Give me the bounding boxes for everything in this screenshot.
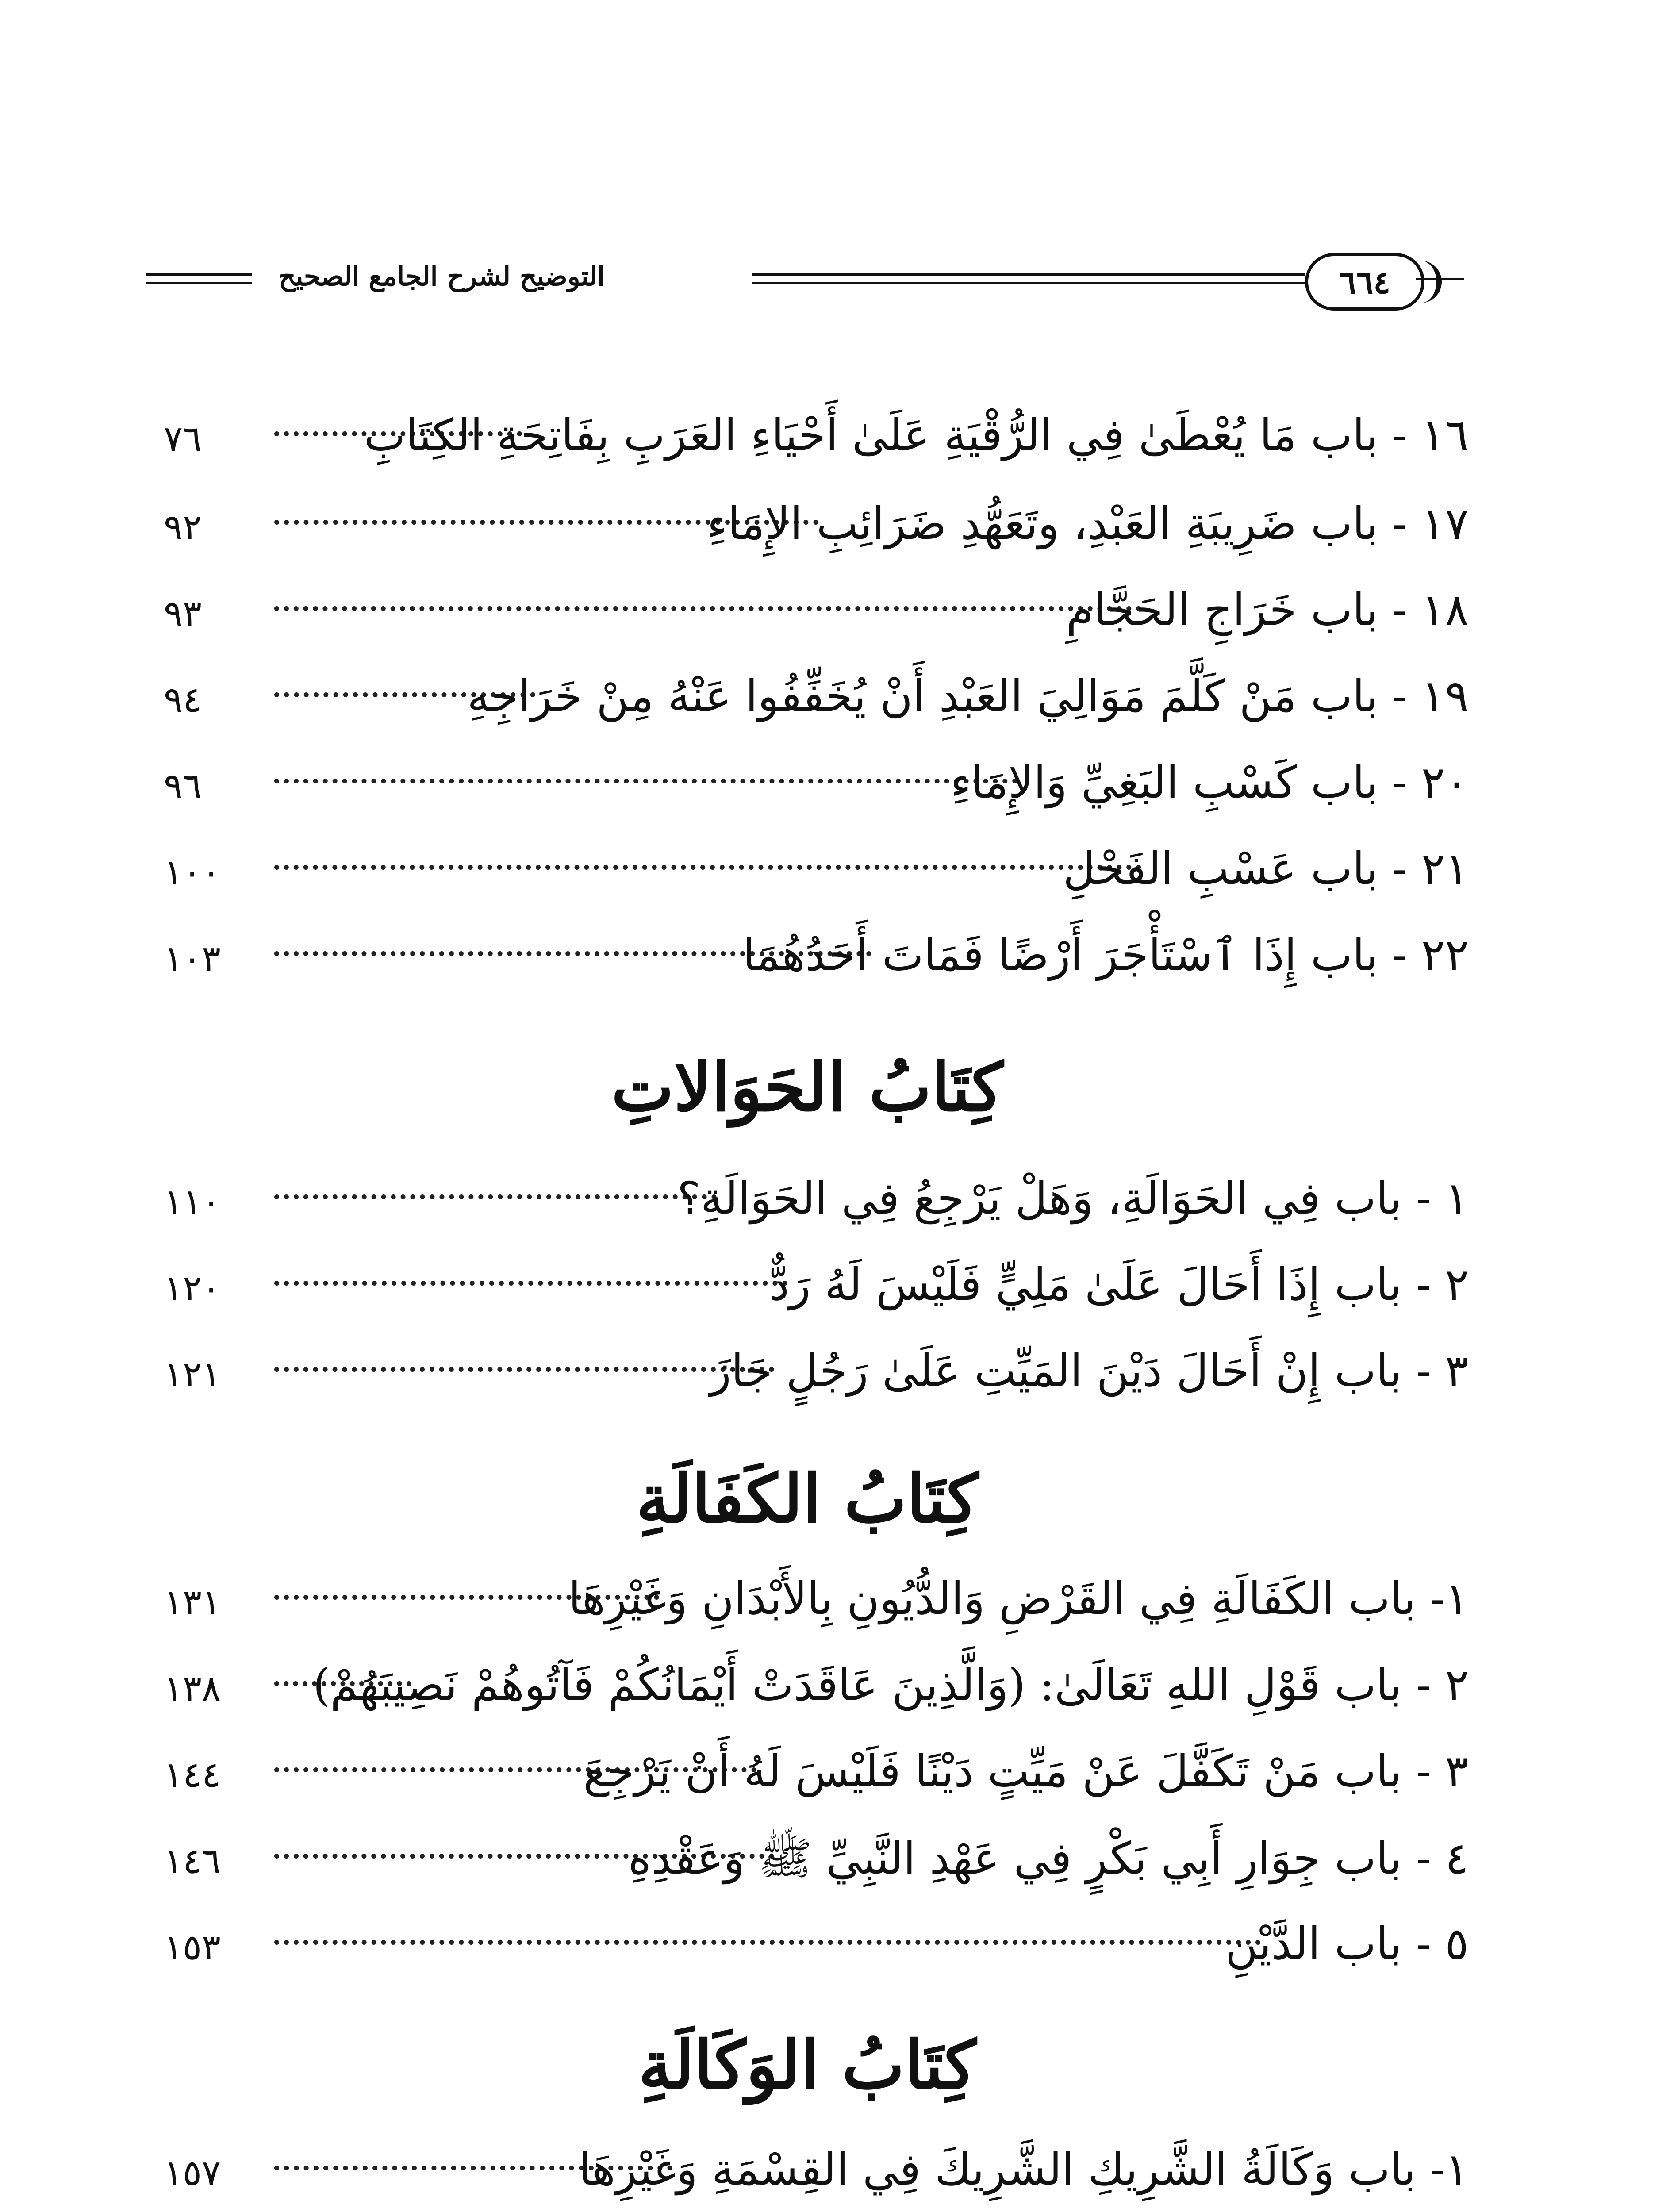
toc-entry-title: ٢١ - باب عَسْبِ الفَحْلِ (1063, 843, 1469, 895)
toc-entry (146, 752, 1469, 823)
toc-page-number: ١٢١ (164, 1354, 221, 1395)
toc-leader-dots (274, 865, 1141, 870)
header-rule-right (1416, 278, 1464, 280)
toc-page-number: ٩٤ (164, 679, 202, 720)
toc-entry (146, 838, 1469, 909)
book-title: التوضيح لشرح الجامع الصحيح (279, 261, 605, 292)
section-heading: كِتَابُ الكَفَالَةِ (636, 1460, 979, 1538)
toc-entry (146, 2139, 1469, 2210)
toc-page-number: ١٣٨ (164, 1668, 221, 1709)
toc-entry (146, 405, 1469, 476)
header-rule-left (146, 273, 252, 284)
toc-page-number: ١٣١ (164, 1582, 221, 1623)
toc-entry (146, 1568, 1469, 1639)
toc-entry (146, 1254, 1469, 1325)
toc-entry-title: ١- باب وَكَالَةُ الشَّرِيكِ الشَّرِيكَ فِي القِسْمَةِ وَغَيْرِهَا (578, 2143, 1469, 2195)
toc-entry (146, 1913, 1469, 1984)
toc-page-number: ١٠٠ (164, 852, 221, 893)
toc-leader-dots (274, 1281, 787, 1286)
toc-entry-title: ٥ - باب الدَّيْنِ (1225, 1918, 1469, 1970)
toc-entry-title: ٣ - باب مَنْ تَكَفَّلَ عَنْ مَيِّتٍ دَيْنًا فَلَيْسَ لَهُ أَنْ يَرْجِعَ (583, 1745, 1469, 1797)
toc-entry-title: ٢٢ - باب إِذَا ٱسْتَأْجَرَ أَرْضًا فَمَاتَ أَحَدُهُمَا (742, 929, 1469, 981)
toc-page-number: ١٥٧ (164, 2152, 221, 2193)
toc-entry (146, 666, 1469, 737)
toc-leader-dots (274, 1194, 717, 1199)
page-number-badge: ٦٦٤ (1305, 253, 1424, 311)
toc-entry-title: ١- باب الكَفَالَةِ فِي القَرْضِ وَالدُّيُونِ بِالأَبْدَانِ وَغَيْرِهَا (568, 1573, 1469, 1624)
toc-entry-title: ١٩ - باب مَنْ كَلَّمَ مَوَالِيَ العَبْدِ أَنْ يُخَفِّفُوا عَنْهُ مِنْ خَرَاجِهِ (467, 670, 1469, 722)
toc-page-number: ٩٦ (164, 765, 202, 806)
toc-entry-title: ٣ - باب إِنْ أَحَالَ دَيْنَ المَيِّتِ عَلَىٰ رَجُلٍ جَازَ (710, 1345, 1469, 1397)
toc-entry (146, 493, 1469, 564)
toc-entry-title: ١٨ - باب خَرَاجِ الحَجَّامِ (1066, 584, 1469, 636)
toc-leader-dots (274, 606, 1141, 611)
toc-entry (146, 1827, 1469, 1898)
toc-entry (146, 1168, 1469, 1239)
toc-entry (146, 1655, 1469, 1725)
section-heading: كِتَابُ الحَوَالاتِ (611, 1048, 1003, 1126)
toc-leader-dots (274, 779, 1017, 783)
toc-entry-title: ١٧ - باب ضَرِيبَةِ العَبْدِ، وتَعَهُّدِ ضَرَائِبِ الإِمَاءِ (706, 498, 1469, 549)
toc-page-number: ٩٢ (164, 507, 202, 548)
toc-entry-title: ٤ - باب جِوَارِ أَبِي بَكْرٍ فِي عَهْدِ النَّبِيِّ ﷺ وَعَقْدِهِ (628, 1832, 1469, 1884)
toc-page-number: ١٥٣ (164, 1927, 221, 1968)
toc-entry-title: ٢ - باب قَوْلِ اللهِ تَعَالَىٰ: (وَالَّذِينَ عَاقَدَتْ أَيْمَانُكُمْ فَآتُوهُمْ نَصِيبَهُمْ) (313, 1659, 1469, 1711)
toc-entry-title: ١٦ - باب مَا يُعْطَىٰ فِي الرُّقْيَةِ عَلَىٰ أَحْيَاءِ العَرَبِ بِفَاتِحَةِ الكِتَابِ (364, 409, 1469, 461)
running-header (146, 248, 1464, 319)
section-heading: كِتَابُ الوَكَالَةِ (638, 2026, 976, 2104)
toc-page-number: ٧٦ (164, 418, 202, 459)
toc-leader-dots (274, 1367, 774, 1372)
toc-leader-dots (274, 1940, 1261, 1945)
toc-entry (146, 925, 1469, 995)
toc-page-number: ١٢٠ (164, 1267, 221, 1309)
header-rule-middle (752, 273, 1305, 284)
toc-entry-title: ١ - باب فِي الحَوَالَةِ، وَهَلْ يَرْجِعُ فِي الحَوَالَةِ؟ (677, 1172, 1469, 1224)
toc-entry (146, 580, 1469, 650)
toc-page-number: ١١٠ (164, 1181, 221, 1222)
toc-entry (146, 1741, 1469, 1812)
toc-entry-title: ٢ - باب إِذَا أَحَالَ عَلَىٰ مَلِيٍّ فَلَيْسَ لَهُ رَدٌّ (769, 1259, 1469, 1310)
toc-page-number: ٩٣ (164, 593, 202, 634)
toc-page-number: ١٤٤ (164, 1754, 221, 1795)
toc-page-number: ١٠٣ (164, 938, 221, 979)
toc-entry (146, 1340, 1469, 1411)
toc-entry-title: ٢٠ - باب كَسْبِ البَغِيِّ وَالإِمَاءِ (950, 757, 1469, 808)
toc-page-number: ١٤٦ (164, 1840, 221, 1882)
